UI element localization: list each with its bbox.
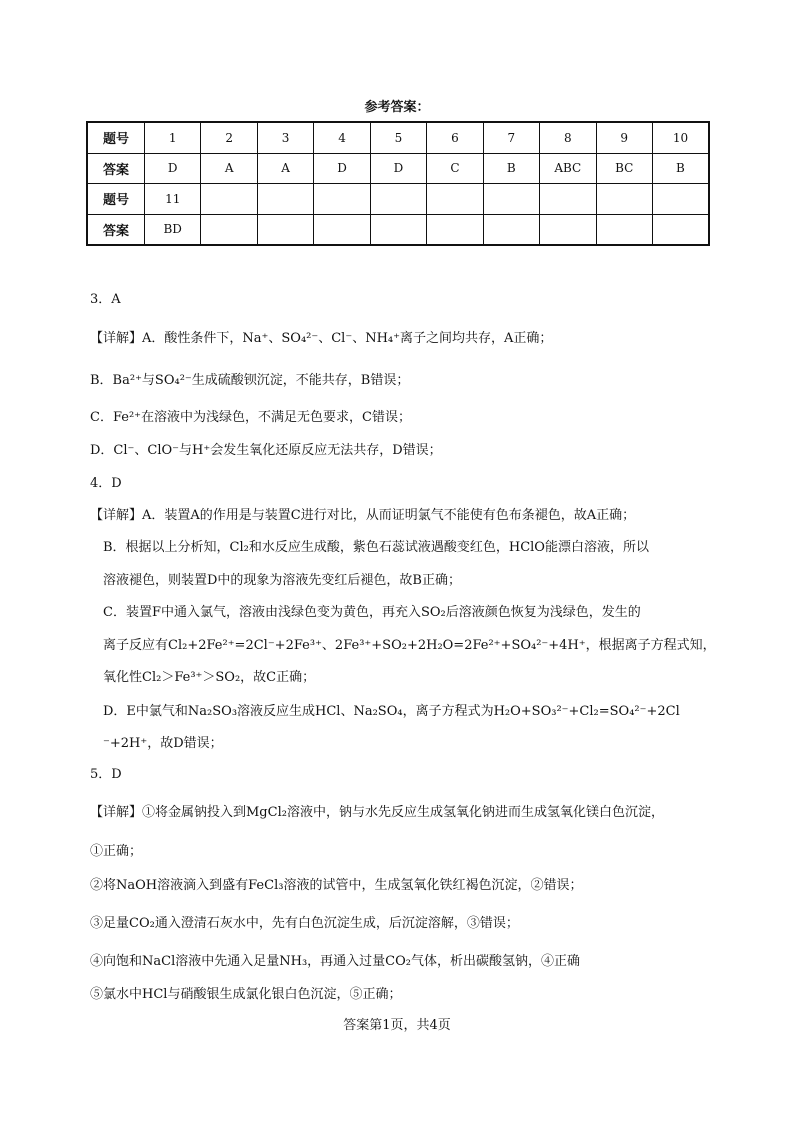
q4-option-c-line1: C．装置F中通入氯气，溶液由浅绿色变为黄色，再充入SO₂后溶液颜色恢复为浅绿色，发生的 (103, 605, 641, 620)
table-cell: 1 (145, 122, 201, 153)
table-cell (257, 214, 313, 245)
table-cell (596, 214, 652, 245)
table-cell: A (201, 153, 257, 184)
q5-line6: ⑤氯水中HCl与硝酸银生成氯化银白色沉淀，⑤正确； (90, 987, 402, 1002)
table-cell (201, 184, 257, 215)
q5-line4: ③足量CO₂通入澄清石灰水中，先有白色沉淀生成，后沉淀溶解，③错误； (90, 916, 519, 931)
answer-table (86, 121, 710, 246)
q4-option-a: 【详解】A．装置A的作用是与装置C进行对比，从而证明氯气不能使有色布条褪色，故A正确； (90, 508, 636, 523)
table-cell: 10 (652, 122, 709, 153)
table-cell (370, 184, 426, 215)
table-cell: BC (596, 153, 652, 184)
q3-option-d: D．Cl⁻、ClO⁻与H⁺会发生氧化还原反应无法共存，D错误； (90, 443, 442, 458)
table-cell: B (652, 153, 709, 184)
table-cell: 6 (427, 122, 483, 153)
q5-line2: ①正确； (90, 844, 143, 859)
q5-line1: 【详解】①将金属钠投入到MgCl₂溶液中，钠与水先反应生成氢氧化钠进而生成氢氧化镁白色沉淀， (90, 805, 664, 820)
q5-line3: ②将NaOH溶液滴入到盛有FeCl₃溶液的试管中，生成氢氧化铁红褐色沉淀，②错误； (90, 878, 583, 893)
table-cell (427, 184, 483, 215)
q4-option-c-line3: 氧化性Cl₂＞Fe³⁺＞SO₂，故C正确； (103, 670, 316, 685)
q4-number: 4．D (90, 476, 122, 491)
table-cell (596, 184, 652, 215)
table-cell (540, 214, 596, 245)
table-cell (201, 214, 257, 245)
table-cell (427, 214, 483, 245)
table-cell (483, 184, 539, 215)
table-cell (314, 184, 370, 215)
q5-number: 5．D (90, 767, 122, 782)
q4-option-c-line2: 离子反应有Cl₂+2Fe²⁺=2Cl⁻+2Fe³⁺、2Fe³⁺+SO₂+2H₂O=2Fe²⁺+SO₄²⁻+4H⁺，根据离子方程式知， (103, 638, 716, 653)
table-cell (483, 214, 539, 245)
q4-option-d-line2: ⁻+2H⁺，故D错误； (103, 736, 223, 751)
table-cell: 5 (370, 122, 426, 153)
table-cell (540, 184, 596, 215)
table-cell (257, 184, 313, 215)
table-cell: 4 (314, 122, 370, 153)
table-cell: 答案 (87, 214, 145, 245)
q3-number: 3．A (90, 292, 121, 307)
q4-option-b-line2: 溶液褪色，则装置D中的现象为溶液先变红后褪色，故B正确； (103, 573, 461, 588)
table-cell: 答案 (87, 153, 145, 184)
page-footer: 答案第1页，共4页 (343, 1018, 451, 1033)
table-cell: D (370, 153, 426, 184)
page-title: 参考答案： (364, 100, 430, 115)
table-cell: A (257, 153, 313, 184)
table-row (87, 153, 709, 184)
table-cell: 7 (483, 122, 539, 153)
table-cell: 11 (145, 184, 201, 215)
table-row (87, 122, 709, 153)
table-cell (370, 214, 426, 245)
q3-option-b: B．Ba²⁺与SO₄²⁻生成硫酸钡沉淀，不能共存，B错误； (90, 373, 410, 388)
table-cell: 8 (540, 122, 596, 153)
table-cell: BD (145, 214, 201, 245)
table-row (87, 184, 709, 215)
table-cell: B (483, 153, 539, 184)
table-cell (652, 214, 709, 245)
table-cell: ABC (540, 153, 596, 184)
table-cell: 3 (257, 122, 313, 153)
q3-option-c: C．Fe²⁺在溶液中为浅绿色，不满足无色要求，C错误； (90, 410, 411, 425)
table-row (87, 214, 709, 245)
table-cell (314, 214, 370, 245)
q4-option-d-line1: D．E中氯气和Na₂SO₃溶液反应生成HCl、Na₂SO₄，离子方程式为H₂O+SO₃²⁻+Cl₂=SO₄²⁻+2Cl (103, 704, 680, 719)
table-cell: 题号 (87, 184, 145, 215)
table-cell (652, 184, 709, 215)
table-cell: D (145, 153, 201, 184)
table-cell: 2 (201, 122, 257, 153)
q3-option-a: 【详解】A．酸性条件下，Na⁺、SO₄²⁻、Cl⁻、NH₄⁺离子之间均共存，A正确； (90, 331, 553, 346)
q5-line5: ④向饱和NaCl溶液中先通入足量NH₃，再通入过量CO₂气体，析出碳酸氢钠，④正确 (90, 954, 580, 969)
q4-option-b-line1: B．根据以上分析知，Cl₂和水反应生成酸，紫色石蕊试液遇酸变红色，HClO能漂白溶液，所以 (103, 540, 649, 555)
table-cell: 9 (596, 122, 652, 153)
table-cell: C (427, 153, 483, 184)
table-cell: 题号 (87, 122, 145, 153)
table-cell: D (314, 153, 370, 184)
